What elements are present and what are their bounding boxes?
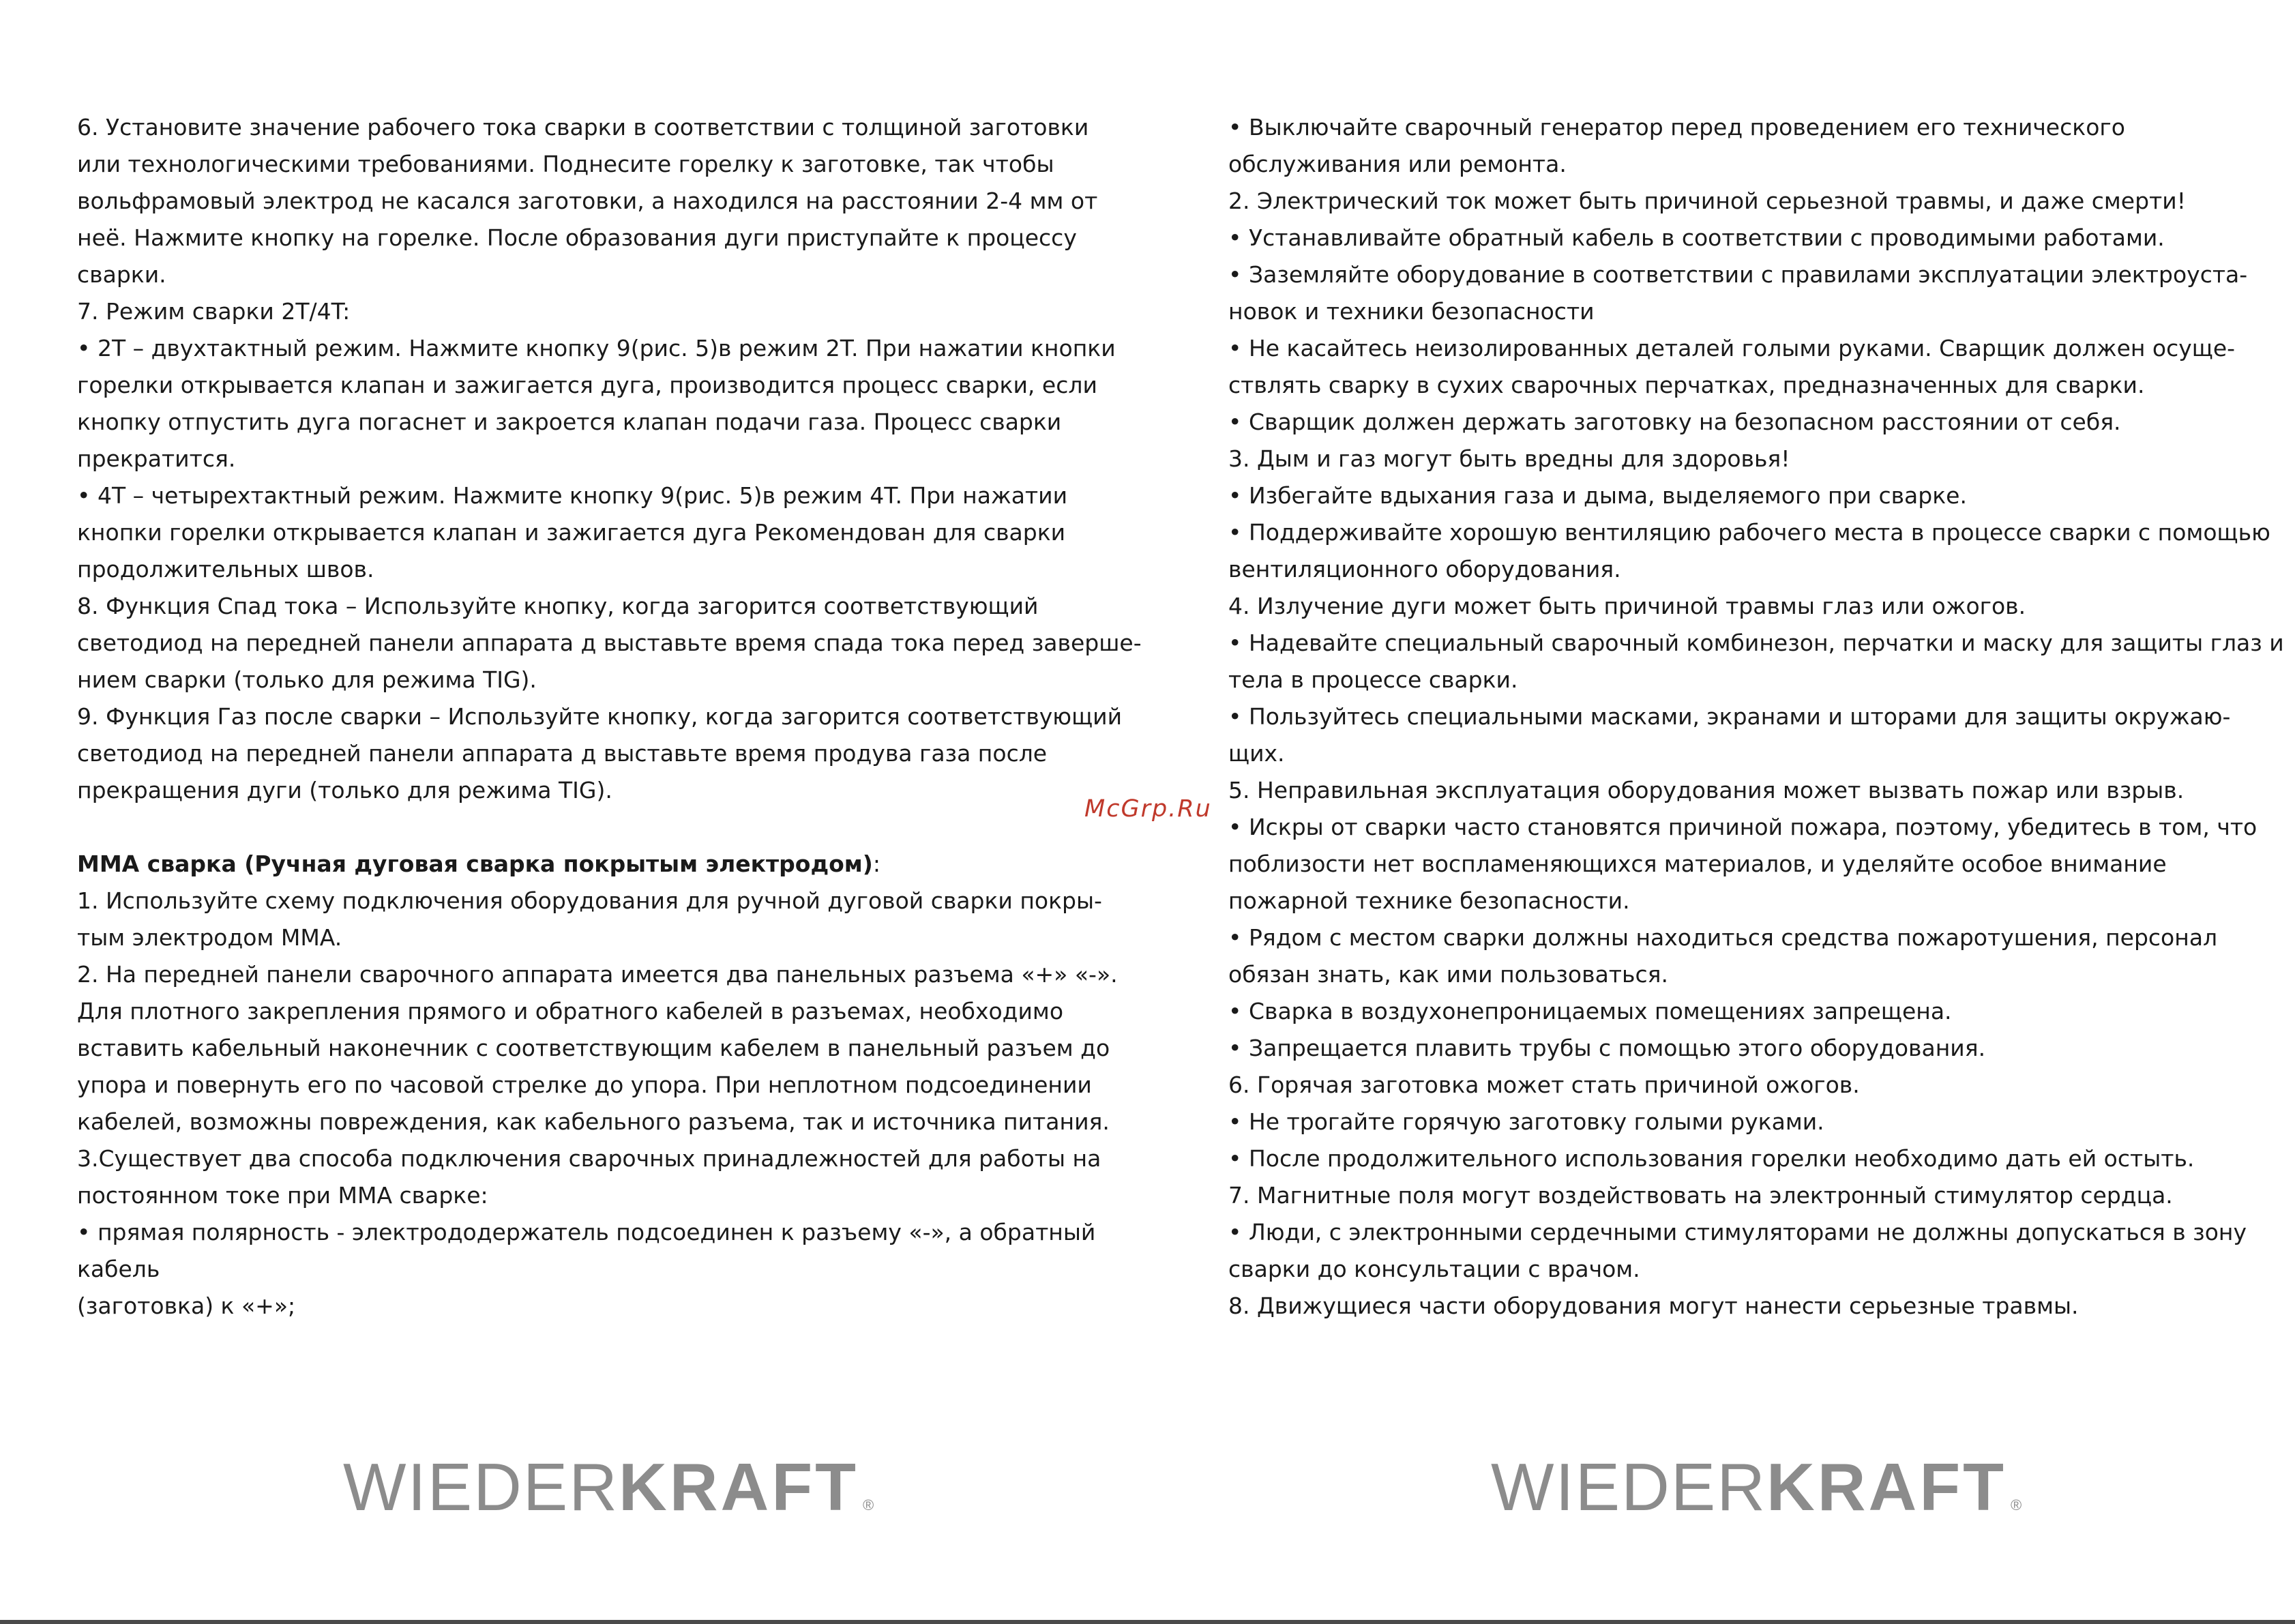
line-text: прекращения дуги (только для режима TIG). <box>77 777 612 803</box>
right-column-line <box>1228 1067 2284 1104</box>
right-column-line <box>1228 514 2284 551</box>
line-text: 7. Магнитные поля могут воздействовать на электронный стимулятор сердца. <box>1228 1182 2173 1209</box>
left-column-line <box>77 1251 1142 1288</box>
left-column-line <box>77 514 1142 551</box>
line-text: 7. Режим сварки 2T/4T: <box>77 298 351 325</box>
left-column-line <box>77 256 1142 293</box>
left-column-line <box>77 1067 1142 1104</box>
left-column-line <box>77 183 1142 220</box>
line-text: 5. Неправильная эксплуатация оборудования может вызвать пожар или взрыв. <box>1228 777 2185 803</box>
left-column-line <box>77 551 1142 588</box>
right-column-line <box>1228 1104 2284 1140</box>
line-text: • Запрещается плавить трубы с помощью этого оборудования. <box>1228 1035 1986 1061</box>
line-text: • Заземляйте оборудование в соответствии с правилами эксплуатации электроуста- <box>1228 261 2248 288</box>
line-text: • 2T – двухтактный режим. Нажмите кнопку 9(рис. 5)в режим 2T. При нажатии кнопки <box>77 335 1116 361</box>
right-column-line <box>1228 367 2284 404</box>
right-column-line <box>1228 1251 2284 1288</box>
line-text: • Люди, с электронными сердечными стимуляторами не должны допускаться в зону <box>1228 1219 2247 1245</box>
line-text: неё. Нажмите кнопку на горелке. После образования дуги приступайте к процессу <box>77 224 1077 251</box>
left-column-line <box>77 883 1142 919</box>
line-text: 9. Функция Газ после сварки – Используйте кнопку, когда загорится соответствующий <box>77 703 1123 730</box>
right-column-line <box>1228 551 2284 588</box>
line-text: 6. Установите значение рабочего тока сварки в соответствии с толщиной заготовки <box>77 114 1089 141</box>
line-text: вольфрамовый электрод не касался заготовки, а находился на расстоянии 2-4 мм от <box>77 188 1098 214</box>
left-column-line <box>77 441 1142 477</box>
watermark: McGrp.Ru <box>1084 795 1212 823</box>
left-column-line <box>77 1140 1142 1177</box>
line-text: кнопки горелки открывается клапан и зажигается дуга Рекомендован для сварки <box>77 519 1066 546</box>
right-column-line <box>1228 1288 2284 1325</box>
left-column-line <box>77 293 1142 330</box>
line-text: • Поддерживайте хорошую вентиляцию рабочего места в процессе сварки с помощью <box>1228 519 2270 546</box>
right-column-line <box>1228 441 2284 477</box>
left-column-line <box>77 846 1142 883</box>
right-column-line <box>1228 477 2284 514</box>
line-text: • Устанавливайте обратный кабель в соответствии с проводимыми работами. <box>1228 224 2165 251</box>
right-column-line <box>1228 183 2284 220</box>
left-column-line <box>77 1104 1142 1140</box>
left-column <box>77 109 1142 1325</box>
left-column-line <box>77 1177 1142 1214</box>
right-column-line <box>1228 146 2284 183</box>
line-text: 8. Функция Спад тока – Используйте кнопку, когда загорится соответствующий <box>77 593 1039 619</box>
logo-right-wieder: WIEDER <box>1491 1449 1766 1524</box>
line-text: сварки до консультации с врачом. <box>1228 1256 1640 1282</box>
line-text: обслуживания или ремонта. <box>1228 151 1567 177</box>
line-text: нием сварки (только для режима TIG). <box>77 666 537 693</box>
line-text: • Избегайте вдыхания газа и дыма, выделяемого при сварке. <box>1228 482 1967 509</box>
right-column-line <box>1228 662 2284 698</box>
line-text: Для плотного закрепления прямого и обратного кабелей в разъемах, необходимо <box>77 998 1064 1024</box>
line-text: поблизости нет воспламеняющихся материалов, и уделяйте особое внимание <box>1228 851 2167 877</box>
left-column-line <box>77 588 1142 625</box>
line-text: • прямая полярность - электрододержатель подсоединен к разъему «-», а обратный <box>77 1219 1096 1245</box>
line-text: упора и повернуть его по часовой стрелке до упора. При неплотном подсоединении <box>77 1072 1092 1098</box>
right-column-line <box>1228 1177 2284 1214</box>
right-column-line <box>1228 293 2284 330</box>
right-column-line <box>1228 919 2284 956</box>
line-text: • Надевайте специальный сварочный комбинезон, перчатки и маску для защиты глаз и <box>1228 630 2284 656</box>
line-text: • Сварка в воздухонепроницаемых помещениях запрещена. <box>1228 998 1952 1024</box>
left-column-line <box>77 698 1142 735</box>
left-column-line <box>77 1030 1142 1067</box>
line-text: 3. Дым и газ могут быть вредны для здоровья! <box>1228 445 1790 472</box>
right-column-line <box>1228 1030 2284 1067</box>
line-text: постоянном токе при MMA сварке: <box>77 1182 488 1209</box>
right-column-line <box>1228 330 2284 367</box>
line-text: светодиод на передней панели аппарата д выставьте время продува газа после <box>77 740 1048 767</box>
line-text: • Искры от сварки часто становятся причиной пожара, поэтому, убедитесь в том, что <box>1228 814 2257 840</box>
right-column <box>1228 109 2284 1325</box>
right-column-line <box>1228 1140 2284 1177</box>
left-column-line <box>77 109 1142 146</box>
left-column-line <box>77 956 1142 993</box>
right-column-line <box>1228 846 2284 883</box>
line-text: 1. Используйте схему подключения оборудования для ручной дуговой сварки покры- <box>77 887 1102 914</box>
line-text: • Не касайтесь неизолированных деталей голыми руками. Сварщик должен осуще- <box>1228 335 2236 361</box>
line-text: новок и техники безопасности <box>1228 298 1595 325</box>
line-text: или технологическими требованиями. Поднесите горелку к заготовке, так чтобы <box>77 151 1054 177</box>
right-column-line <box>1228 220 2284 256</box>
line-text: • После продолжительного использования горелки необходимо дать ей остыть. <box>1228 1145 2195 1172</box>
right-column-line <box>1228 698 2284 735</box>
left-column-line <box>77 146 1142 183</box>
line-text: 2. На передней панели сварочного аппарата имеется два панельных разъема «+» «-». <box>77 961 1118 988</box>
right-column-line <box>1228 588 2284 625</box>
line-text: (заготовка) к «+»; <box>77 1293 296 1319</box>
line-text: 6. Горячая заготовка может стать причиной ожогов. <box>1228 1072 1860 1098</box>
right-column-line <box>1228 735 2284 772</box>
line-text: 4. Излучение дуги может быть причиной травмы глаз или ожогов. <box>1228 593 2026 619</box>
line-text: • Выключайте сварочный генератор перед проведением его технического <box>1228 114 2125 141</box>
left-column-line <box>77 220 1142 256</box>
line-text: кабель <box>77 1256 160 1282</box>
logo-left-registered: ® <box>863 1496 874 1514</box>
right-column-line <box>1228 956 2284 993</box>
line-text: тела в процессе сварки. <box>1228 666 1518 693</box>
line-text: • Сварщик должен держать заготовку на безопасном расстоянии от себя. <box>1228 409 2121 435</box>
logo-right <box>1491 1449 2022 1524</box>
right-column-line <box>1228 625 2284 662</box>
line-text: 3.Существует два способа подключения сварочных принадлежностей для работы на <box>77 1145 1101 1172</box>
line-text: сварки. <box>77 261 166 288</box>
line-text: тым электродом MMA. <box>77 924 342 951</box>
left-column-line <box>77 772 1142 809</box>
logo-left <box>343 1449 874 1524</box>
right-column-line <box>1228 404 2284 441</box>
line-text: вставить кабельный наконечник с соответствующим кабелем в панельный разъем до <box>77 1035 1110 1061</box>
line-text: • Не трогайте горячую заготовку голыми руками. <box>1228 1108 1824 1135</box>
line-text: вентиляционного оборудования. <box>1228 556 1621 582</box>
left-column-line <box>77 404 1142 441</box>
logo-left-wieder: WIEDER <box>343 1449 619 1524</box>
left-column-line <box>77 662 1142 698</box>
line-text: 8. Движущиеся части оборудования могут нанести серьезные травмы. <box>1228 1293 2079 1319</box>
line-text: 2. Электрический ток может быть причиной серьезной травмы, и даже смерти! <box>1228 188 2186 214</box>
line-text: светодиод на передней панели аппарата д выставьте время спада тока перед заверше- <box>77 630 1142 656</box>
logo-right-registered: ® <box>2011 1496 2022 1514</box>
line-text: • Рядом с местом сварки должны находиться средства пожаротушения, персонал <box>1228 924 2218 951</box>
left-column-line <box>77 330 1142 367</box>
right-column-line <box>1228 809 2284 846</box>
line-text: горелки открывается клапан и зажигается дуга, производится процесс сварки, если <box>77 372 1097 398</box>
right-column-line <box>1228 883 2284 919</box>
line-text: MMA сварка (Ручная дуговая сварка покрытым электродом) <box>77 851 873 877</box>
line-text: пожарной технике безопасности. <box>1228 887 1630 914</box>
line-text: щих. <box>1228 740 1285 767</box>
left-column-line <box>77 993 1142 1030</box>
left-column-line <box>77 1288 1142 1325</box>
line-text: ствлять сварку в сухих сварочных перчатках, предназначенных для сварки. <box>1228 372 2145 398</box>
left-column-line <box>77 625 1142 662</box>
right-column-line <box>1228 109 2284 146</box>
line-text: продолжительных швов. <box>77 556 374 582</box>
logo-right-kraft: KRAFT <box>1766 1449 2007 1524</box>
left-column-line <box>77 477 1142 514</box>
line-text: обязан знать, как ими пользоваться. <box>1228 961 1668 988</box>
line-suffix: : <box>872 851 880 877</box>
line-text: прекратится. <box>77 445 236 472</box>
bottom-rule <box>0 1620 2295 1624</box>
left-column-line <box>77 735 1142 772</box>
logo-left-kraft: KRAFT <box>619 1449 859 1524</box>
right-column-line <box>1228 772 2284 809</box>
right-column-line <box>1228 1214 2284 1251</box>
left-column-line <box>77 809 1142 846</box>
line-text: • 4T – четырехтактный режим. Нажмите кнопку 9(рис. 5)в режим 4T. При нажатии <box>77 482 1068 509</box>
left-column-line <box>77 919 1142 956</box>
left-column-line <box>77 367 1142 404</box>
line-text: кнопку отпустить дуга погаснет и закроется клапан подачи газа. Процесс сварки <box>77 409 1062 435</box>
line-text: • Пользуйтесь специальными масками, экранами и шторами для защиты окружаю- <box>1228 703 2231 730</box>
right-column-line <box>1228 256 2284 293</box>
right-column-line <box>1228 993 2284 1030</box>
left-column-line <box>77 1214 1142 1251</box>
line-text: кабелей, возможны повреждения, как кабельного разъема, так и источника питания. <box>77 1108 1110 1135</box>
